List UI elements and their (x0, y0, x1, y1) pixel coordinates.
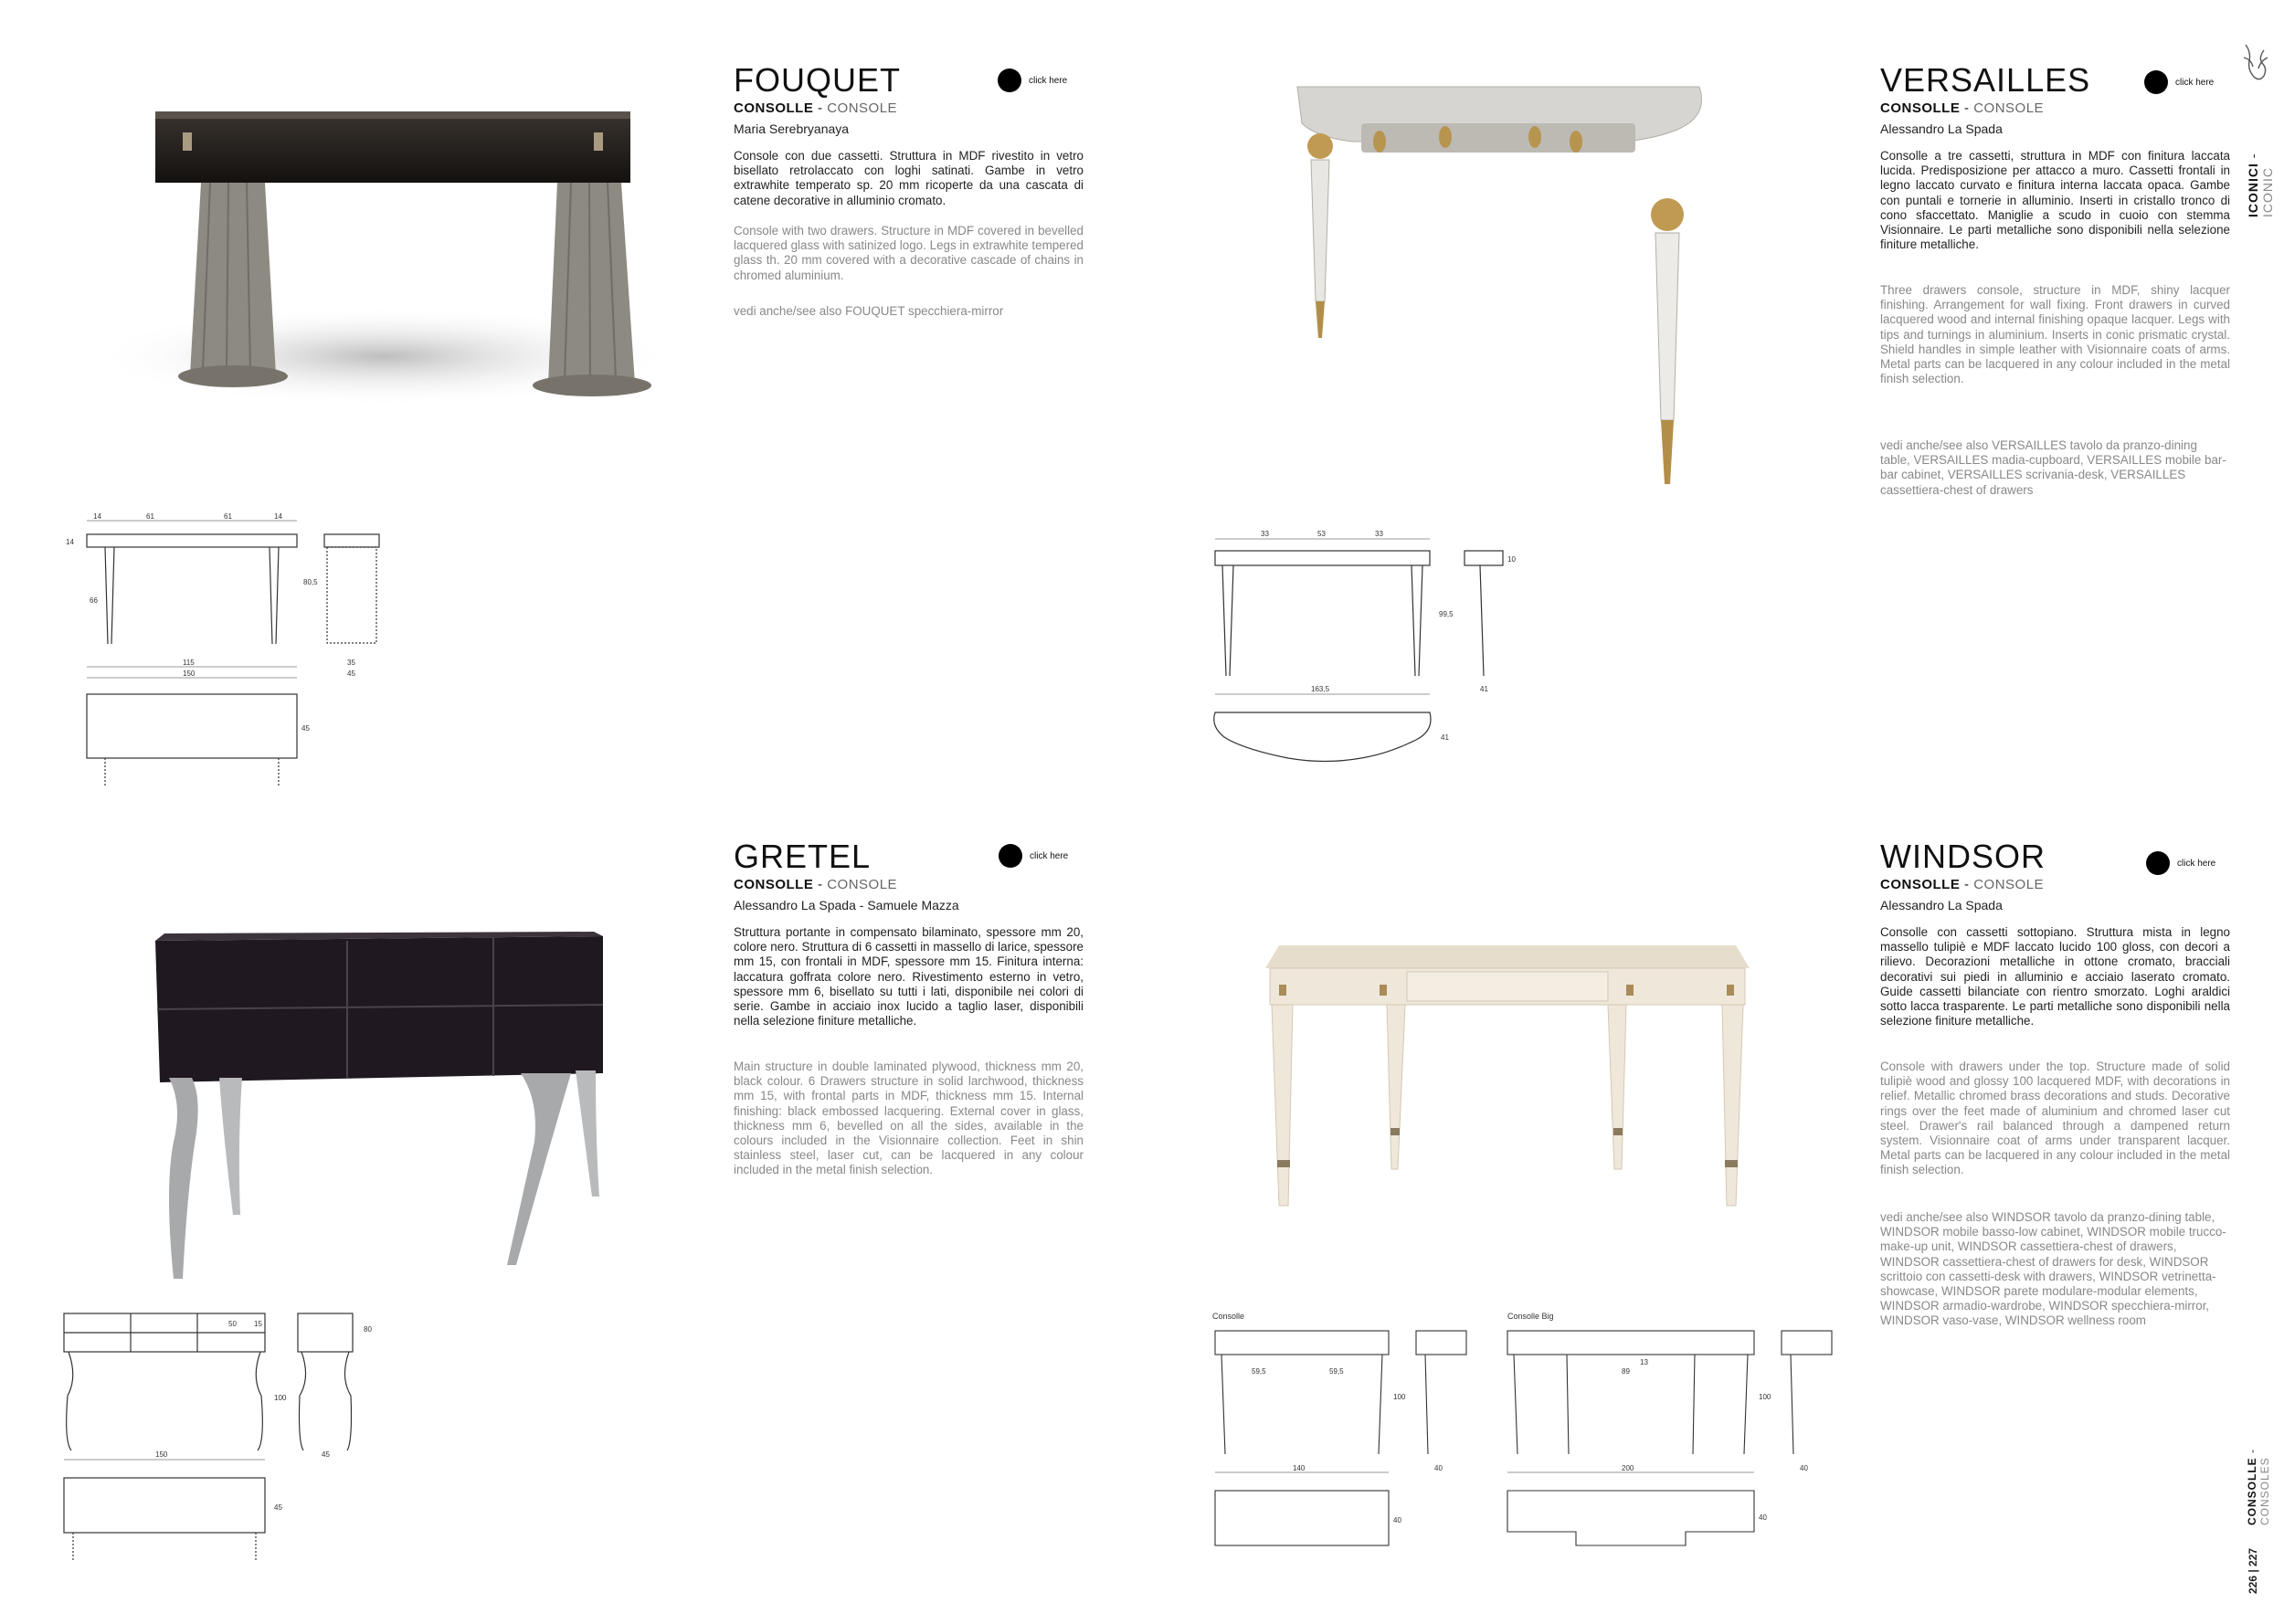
fouquet-dim-d4: 14 (274, 512, 282, 521)
gretel-dim-w1: 150 (155, 1450, 168, 1459)
windsor-type-en: CONSOLE (1973, 877, 2045, 892)
gretel-dim-d2: 15 (254, 1320, 262, 1328)
windsor-designer: Alessandro La Spada (1880, 898, 2003, 912)
windsor-title: WINDSOR (1880, 838, 2046, 875)
section-label: CONSOLLE - CONSOLES (2246, 1448, 2271, 1525)
circle-icon (999, 844, 1022, 868)
versailles-desc-it: Consolle a tre cassetti, struttura in MDF con finitura laccata lucida. Predisposizione per attacco a muro. Cassetti frontali in legno laccato curvato e finitura interna laccata opaca. Gambe con puntali e tornerie in alluminio. Inserti in cristallo tronco di cono sfaccettato. Maniglie a scudo in cuoio con stemma Visionnaire. Le parti metalliche sono disponibili nella selezione finiture metalliche. (1880, 149, 2230, 252)
versailles-desc-en: Three drawers console, structure in MDF, shiny lacquer finishing. Arrangement for wall fixing. Front drawers in curved lacquered wood and internal finishing opaque lacquer. Legs with tips and turnings in aluminium. Inserts in conic prismatic crystal. Shield handles in simple leather with Visionnaire coats of arms. Metal parts can be lacquered in any colour included in the metal finish selection. (1880, 283, 2230, 386)
versailles-technical-drawing (1206, 525, 1553, 795)
fouquet-click-label: click here (1029, 75, 1068, 86)
fouquet-dim-s1: 35 (347, 659, 355, 667)
windsor-type-it: CONSOLLE (1880, 877, 1961, 892)
fouquet-desc-it: Console con due cassetti. Struttura in MDF rivestito in vetro bisellato retrolaccato con loghi satinati. Gambe in vetro extrawhite temperato sp. 20 mm ricoperte da una cascata di catene decorative in alluminio cromato. (734, 149, 1084, 207)
versailles-dim-p1: 41 (1441, 733, 1449, 742)
windsor-dim-a3: 100 (1393, 1393, 1406, 1401)
windsor-dim-a6: 40 (1393, 1516, 1401, 1524)
windsor-dim-b6: 40 (1759, 1513, 1767, 1522)
windsor-dim-b5: 40 (1800, 1464, 1808, 1472)
gretel-photo (146, 923, 621, 1288)
gretel-type-en: CONSOLE (827, 877, 898, 892)
fouquet-dim-s2: 45 (347, 670, 355, 678)
fouquet-dim-w2: 150 (183, 670, 196, 678)
gretel-title: GRETEL (734, 838, 872, 875)
windsor-dim-a2: 59,5 (1329, 1367, 1344, 1376)
gretel-dim-h1: 100 (274, 1394, 287, 1402)
versailles-dim-s1: 41 (1480, 685, 1488, 693)
fouquet-type-it: CONSOLLE (734, 100, 814, 116)
windsor-label-consolle: Consolle (1212, 1312, 1245, 1321)
windsor-subtitle: CONSOLLE - CONSOLE (1880, 877, 2045, 892)
page-numbers: 226 | 227 (2247, 1547, 2259, 1594)
versailles-click-here-button[interactable] (2144, 70, 2214, 94)
windsor-click-label: click here (2177, 858, 2216, 869)
fouquet-subtitle: CONSOLLE - CONSOLE (734, 100, 898, 116)
gretel-click-here-button[interactable] (999, 844, 1068, 868)
versailles-type-en: CONSOLE (1973, 100, 2045, 116)
fouquet-dim-p1: 45 (301, 724, 310, 733)
windsor-desc-en: Console with drawers under the top. Structure made of solid tulipiè wood and glossy 100 lacquered MDF, with decorations in relief. Metallic chromed brass decorations and studs. Decorative rings over the feet made of aluminium and chromed laser cut steel. Drawer's rail balanced through a dampened return system. Visionnaire coat of arms under transparent lacquer. Metal parts can be lacquered in any colour included in the metal finish selection. (1880, 1060, 2230, 1177)
windsor-dim-a4: 140 (1293, 1464, 1306, 1472)
iconic-en-label: ICONIC (2260, 167, 2275, 217)
versailles-dim-d3: 33 (1375, 530, 1383, 538)
versailles-subtitle: CONSOLLE - CONSOLE (1880, 100, 2045, 116)
versailles-click-label: click here (2175, 77, 2215, 88)
section-it-label: CONSOLLE (2246, 1457, 2258, 1525)
fouquet-photo (82, 91, 685, 420)
griffin-crest-icon (2240, 41, 2271, 87)
fouquet-see-also: vedi anche/see also FOUQUET specchiera-mirror (734, 304, 1004, 318)
fouquet-technical-drawing (55, 511, 402, 795)
fouquet-title: FOUQUET (734, 61, 901, 99)
windsor-dim-b3: 100 (1759, 1393, 1771, 1401)
circle-icon (2144, 70, 2168, 94)
gretel-subtitle: CONSOLLE - CONSOLE (734, 877, 898, 892)
fouquet-designer: Maria Serebryanaya (734, 121, 850, 136)
fouquet-click-here-button[interactable] (998, 69, 1067, 92)
windsor-photo (1261, 941, 1754, 1224)
circle-icon (998, 69, 1021, 92)
windsor-desc-it: Consolle con cassetti sottopiano. Struttura mista in legno massello tulipiè e MDF laccato lucido 100 gloss, con decori a rilievo. Decorazioni metalliche in ottone cromato, bracciali decorativi sui piedi in alluminio e acciaio laserato cromato. Guide cassetti bilanciate con rientro smorzato. Loghi araldici sotto lacca trasparente. Le parti metalliche sono disponibili nella selezione finiture metalliche. (1880, 925, 2230, 1028)
gretel-dim-d1: 50 (228, 1320, 237, 1328)
versailles-dim-h2: 99,5 (1439, 610, 1454, 618)
iconic-it-label: ICONICI (2246, 163, 2260, 217)
gretel-dim-h2: 80 (364, 1325, 372, 1334)
windsor-dim-a5: 40 (1434, 1464, 1443, 1472)
gretel-click-label: click here (1030, 850, 1069, 861)
windsor-label-consolle-big: Consolle Big (1507, 1312, 1554, 1321)
versailles-title: VERSAILLES (1880, 61, 2091, 99)
versailles-designer: Alessandro La Spada (1880, 121, 2003, 136)
fouquet-dim-h3: 80,5 (303, 578, 318, 586)
section-en-label: CONSOLES (2258, 1457, 2271, 1525)
fouquet-dim-h1: 14 (66, 538, 74, 546)
gretel-type-it: CONSOLLE (734, 877, 814, 892)
windsor-dim-b1: 89 (1622, 1367, 1630, 1376)
versailles-dim-d2: 53 (1317, 530, 1326, 538)
fouquet-desc-en: Console with two drawers. Structure in MDF covered in bevelled lacquered glass with satinized logo. Legs in extrawhite tempered glass th. 20 mm covered with a decorative cascade of chains in chromed aluminium. (734, 224, 1084, 282)
windsor-dim-a1: 59,5 (1252, 1367, 1266, 1376)
gretel-dim-p1: 45 (274, 1503, 282, 1512)
gretel-designer: Alessandro La Spada - Samuele Mazza (734, 898, 959, 912)
fouquet-dim-d2: 61 (146, 512, 154, 521)
gretel-dim-s1: 45 (322, 1450, 330, 1459)
windsor-see-also: vedi anche/see also WINDSOR tavolo da pranzo-dining table, WINDSOR mobile basso-low cabinet, WINDSOR mobile trucco-make-up unit, WINDSOR cassettiera-chest of drawers, WINDSOR cassettiera-chest of drawers for desk, WINDSOR scrittoio con cassetti-desk with drawers, WINDSOR vetrinetta-showcase, WINDSOR parete modulare-modular elements, WINDSOR armadio-wardrobe, WINDSOR specchiera-mirror, WINDSOR vaso-vase, WINDSOR wellness room (1880, 1210, 2226, 1328)
versailles-photo (1279, 73, 1718, 493)
versailles-type-it: CONSOLLE (1880, 100, 1961, 116)
versailles-dim-h1: 10 (1507, 555, 1516, 564)
side-brand-label: ICONICI - ICONIC (2246, 153, 2275, 217)
windsor-dim-b2: 13 (1640, 1358, 1648, 1366)
fouquet-type-en: CONSOLE (827, 100, 898, 116)
gretel-technical-drawing (55, 1304, 411, 1578)
versailles-see-also: vedi anche/see also VERSAILLES tavolo da pranzo-dining table, VERSAILLES madia-cupboard, VERSAILLES mobile bar-bar cabinet, VERSAILLES scrivania-desk, VERSAILLES cassettiera-chest of drawers (1880, 438, 2226, 497)
versailles-dim-w1: 163,5 (1311, 685, 1330, 693)
fouquet-dim-d1: 14 (93, 512, 101, 521)
gretel-desc-en: Main structure in double laminated plywood, thickness mm 20, black colour. 6 Drawers structure in solid larchwood, thickness mm 15, with frontal parts in MDF, thickness mm 15. Internal finishing: black embossed lacquering. External cover in glass, thickness mm 6, bevelled on all the sides, available in the colours included in the Visionnaire collection. Feet in shin stainless steel, laser cut, can be lacquered in any colour included in the metal finish selection. (734, 1060, 1084, 1177)
gretel-desc-it: Struttura portante in compensato bilaminato, spessore mm 20, colore nero. Struttura di 6 cassetti in massello di larice, spessore mm 15, con frontali in MDF, spessore mm 15. Finitura interna: laccatura goffrata colore nero. Rivestimento esterno in vetro, spessore mm 6, bisellato su tutti i lati, disponibile nei colori di serie. Gambe in acciaio inox lucido a taglio laser, disponibili nella selezione finiture metalliche. (734, 925, 1084, 1028)
circle-icon (2146, 851, 2170, 875)
windsor-technical-drawing (1211, 1308, 1841, 1573)
fouquet-dim-w1: 115 (183, 659, 195, 667)
versailles-dim-d1: 33 (1261, 530, 1269, 538)
fouquet-dim-h2: 66 (90, 596, 98, 605)
windsor-click-here-button[interactable] (2146, 851, 2215, 875)
fouquet-dim-d3: 61 (224, 512, 232, 521)
windsor-dim-b4: 200 (1622, 1464, 1634, 1472)
